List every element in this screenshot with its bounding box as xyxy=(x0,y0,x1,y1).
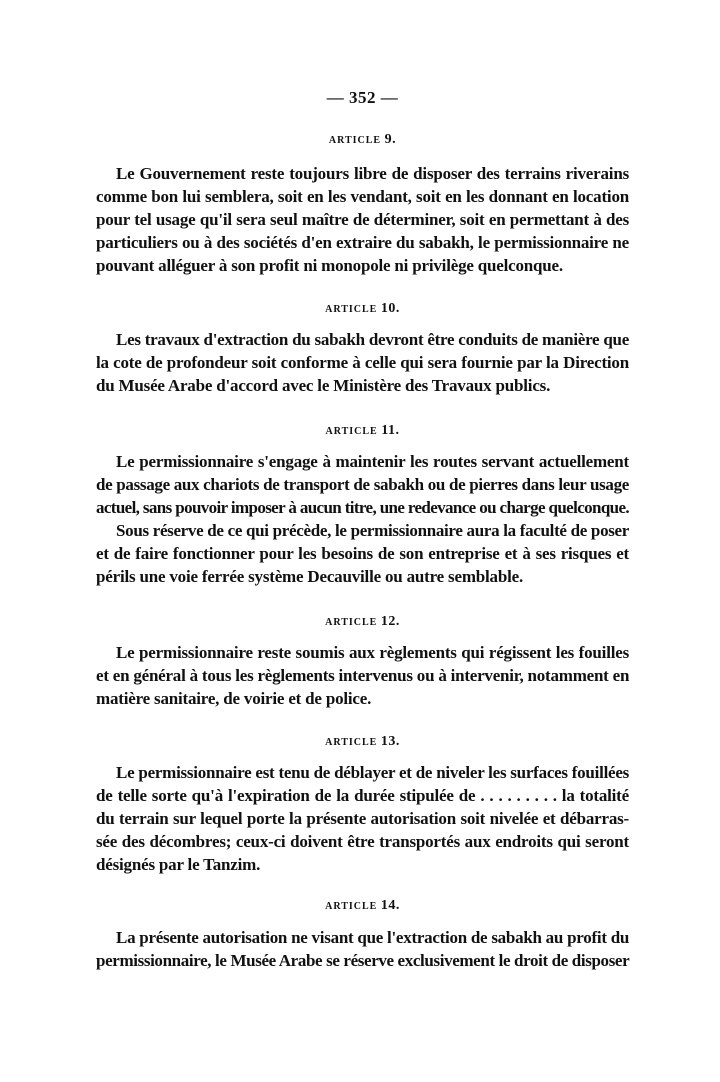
article-9-body xyxy=(96,162,629,277)
article-12-heading xyxy=(96,614,629,630)
text-line: la cote de profondeur soit conforme à celle qui sera fournie par la Direction xyxy=(96,353,629,372)
text-line: comme bon lui semblera, soit en les vendant, soit en les donnant en location xyxy=(96,187,629,206)
article-10-heading xyxy=(96,301,629,317)
article-number: 12. xyxy=(380,614,400,629)
article-label: ARTICLE xyxy=(325,426,378,437)
article-label: ARTICLE xyxy=(325,901,378,912)
text-line: du Musée Arabe d'accord avec le Ministère des Travaux publics. xyxy=(96,376,551,395)
text-line: actuel, sans pouvoir imposer à aucun titre, une redevance ou charge quelconque. xyxy=(96,498,630,517)
text-line: et en général à tous les règlements intervenus ou à intervenir, notamment en xyxy=(96,666,630,685)
article-12-body xyxy=(96,641,629,710)
article-13-body xyxy=(96,761,629,876)
text-line: du terrain sur lequel porte la présente autorisation soit nivelée et débarras- xyxy=(96,809,629,828)
text-line: désignés par le Tanzim. xyxy=(96,855,261,874)
text-line: Sous réserve de ce qui précède, le permissionnaire aura la faculté de poser xyxy=(116,521,629,540)
text-line: Le permissionnaire est tenu de déblayer et de niveler les surfaces fouillées xyxy=(116,763,629,782)
article-10-body xyxy=(96,328,629,397)
article-14-body xyxy=(96,926,629,972)
text-line: pouvant alléguer à son profit ni monopole ni privilège quelconque. xyxy=(96,256,563,275)
article-11-body xyxy=(96,450,629,588)
article-number: 11. xyxy=(381,423,400,438)
article-number: 9. xyxy=(384,132,397,147)
text-line: et de faire fonctionner pour les besoins de son entreprise et à ses risques et xyxy=(96,544,629,563)
article-label: ARTICLE xyxy=(328,135,382,146)
article-number: 14. xyxy=(380,898,400,913)
text-line: de telle sorte qu'à l'expiration de la durée stipulée de . . . . . . . . . la totalité xyxy=(96,786,629,805)
article-number: 13. xyxy=(380,734,400,749)
text-line: Le Gouvernement reste toujours libre de disposer des terrains riverains xyxy=(116,164,629,183)
text-line: sée des décombres; ceux-ci doivent être transportés aux endroits qui seront xyxy=(96,832,629,851)
text-line: Les travaux d'extraction du sabakh devront être conduits de manière que xyxy=(116,330,629,349)
article-number: 10. xyxy=(380,301,400,316)
text-line: pour tel usage qu'il sera seul maître de déterminer, soit en permettant à des xyxy=(96,210,629,229)
article-14-heading xyxy=(96,898,629,914)
article-label: ARTICLE xyxy=(325,304,378,315)
text-line: permissionnaire, le Musée Arabe se réserve exclusivement le droit de disposer xyxy=(96,951,630,970)
text-line: périls une voie ferrée système Decauville ou autre semblable. xyxy=(96,567,524,586)
article-13-heading xyxy=(96,734,629,750)
article-9-heading xyxy=(96,132,629,148)
text-line: matière sanitaire, de voirie et de police. xyxy=(96,689,372,708)
text-line: de passage aux chariots de transport de sabakh ou de pierres dans leur usage xyxy=(96,475,629,494)
article-label: ARTICLE xyxy=(325,737,378,748)
article-11-heading xyxy=(96,423,629,439)
text-line: Le permissionnaire s'engage à maintenir les routes servant actuellement xyxy=(116,452,629,471)
text-line: La présente autorisation ne visant que l'extraction de sabakh au profit du xyxy=(116,928,630,947)
article-label: ARTICLE xyxy=(325,617,378,628)
text-line: Le permissionnaire reste soumis aux règlements qui régissent les fouilles xyxy=(116,643,629,662)
page-number: — 352 — xyxy=(326,88,399,107)
text-line: particuliers ou à des sociétés d'en extraire du sabakh, le permissionnaire ne xyxy=(96,233,629,252)
